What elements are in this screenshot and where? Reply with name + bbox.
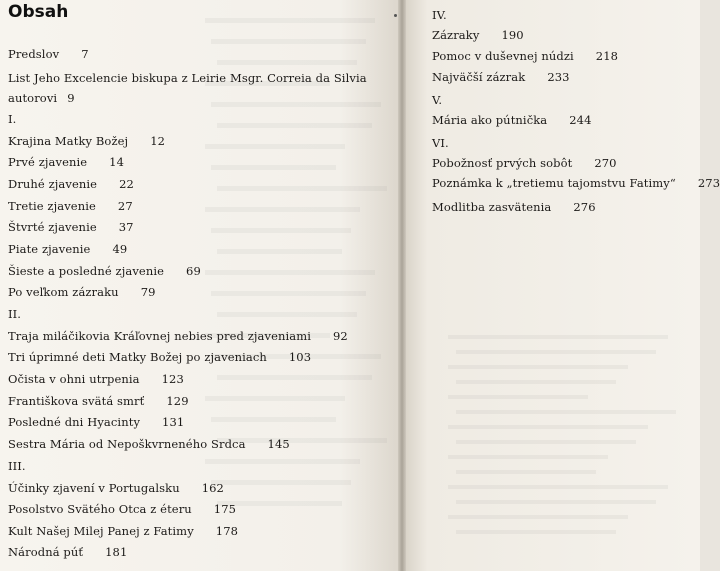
toc-entry-page: 181	[105, 545, 128, 559]
toc-entry	[8, 329, 348, 343]
toc-entry-title: Tri úprimné deti Matky Božej po zjaveniach	[8, 350, 267, 364]
toc-entry-title: Po veľkom zázraku	[8, 285, 119, 299]
toc-entry-page: 12	[150, 134, 166, 148]
toc-entry-page: 69	[186, 264, 201, 278]
toc-entry-title: I.	[8, 112, 17, 126]
book-gutter	[398, 0, 406, 571]
toc-entry-title: Pobožnosť prvých sobôt	[432, 156, 573, 170]
toc-entry-title: List Jeho Excelencie biskupa z Leirie Msgr. Correia da Silvia autorovi	[8, 71, 367, 105]
toc-entry	[432, 136, 449, 150]
toc-entry-title: V.	[432, 93, 443, 107]
toc-entry-title: VI.	[432, 136, 449, 150]
toc-entry-title: Posledné dni Hyacinty	[8, 415, 141, 429]
show-through-stroke	[205, 459, 360, 464]
show-through-stroke	[205, 144, 345, 149]
toc-entry	[432, 176, 720, 190]
toc-entry-title: Účinky zjavení v Portugalsku	[8, 481, 180, 495]
show-through-stroke	[217, 60, 357, 65]
toc-entry-title: Prvé zjavenie	[8, 155, 88, 169]
toc-entry	[8, 47, 89, 61]
toc-entry-page: 244	[569, 113, 592, 127]
toc-entry-title: II.	[8, 307, 22, 321]
toc-entry-page: 103	[288, 350, 312, 364]
toc-entry-title: Tretie zjavenie	[8, 199, 96, 213]
toc-entry	[8, 372, 184, 386]
toc-entry-page: 79	[140, 285, 156, 299]
toc-entry-title: Očista v ohni utrpenia	[8, 372, 140, 386]
toc-entry-page: 190	[501, 28, 524, 42]
toc-entry-title: Najväčší zázrak	[432, 70, 526, 84]
show-through-stroke	[211, 165, 336, 170]
show-through-stroke	[456, 500, 656, 504]
show-through-stroke	[205, 270, 375, 275]
toc-entry-title: Traja miláčikovia Kráľovnej nebies pred zjaveniami	[8, 329, 311, 343]
toc-entry-page: 7	[81, 47, 89, 61]
toc-entry-title: Modlitba zasvätenia	[432, 200, 552, 214]
show-through-stroke	[448, 425, 648, 429]
show-through-stroke	[211, 228, 351, 233]
toc-entry-page: 233	[547, 70, 570, 84]
toc-entry-page: 129	[166, 394, 189, 408]
show-through-stroke	[456, 350, 656, 354]
show-through-stroke	[448, 515, 628, 519]
toc-entry-title: III.	[8, 459, 26, 473]
toc-entry-page: 49	[112, 242, 128, 256]
show-through-stroke	[211, 417, 336, 422]
show-through-stroke	[456, 470, 596, 474]
toc-entry	[8, 350, 311, 364]
toc-entry	[8, 502, 236, 516]
toc-entry-page: 273	[697, 176, 720, 190]
toc-entry	[432, 70, 570, 84]
toc-entry-page: 14	[109, 155, 125, 169]
toc-entry	[432, 28, 524, 42]
toc-entry	[8, 437, 290, 451]
toc-entry-page: 9	[67, 91, 75, 105]
show-through-stroke	[448, 365, 628, 369]
toc-entry	[8, 307, 21, 321]
show-through-stroke	[456, 380, 616, 384]
toc-entry	[8, 220, 134, 234]
toc-entry-title: Poznámka k „tretiemu tajomstvu Fatimy“	[432, 176, 676, 190]
show-through-stroke	[217, 312, 357, 317]
toc-entry-title: Šieste a posledné zjavenie	[8, 264, 165, 278]
show-through-stroke	[205, 18, 375, 23]
toc-entry-page: 92	[333, 329, 348, 343]
page-title: Obsah	[8, 2, 69, 22]
show-through-stroke	[205, 207, 360, 212]
toc-entry	[8, 264, 201, 278]
toc-entry-title: Krajina Matky Božej	[8, 134, 129, 148]
page-speck	[394, 14, 397, 17]
toc-entry	[8, 155, 124, 169]
toc-entry	[432, 93, 442, 107]
toc-entry	[8, 415, 184, 429]
toc-entry-title: Druhé zjavenie	[8, 177, 98, 191]
toc-entry	[8, 481, 224, 495]
show-through-stroke	[448, 335, 668, 339]
show-through-stroke	[456, 530, 616, 534]
toc-entry	[432, 200, 596, 214]
show-through-stroke	[217, 249, 342, 254]
toc-entry-title: Františkova svätá smrť	[8, 394, 145, 408]
show-through-stroke	[211, 39, 366, 44]
toc-entry-page: 178	[215, 524, 239, 538]
toc-entry-title: IV.	[432, 8, 447, 22]
toc-entry	[8, 112, 16, 126]
show-through-stroke	[448, 485, 668, 489]
toc-entry-page: 22	[119, 177, 134, 191]
toc-entry	[8, 459, 26, 473]
toc-entry-title: Národná púť	[8, 545, 84, 559]
toc-entry-title: Predslov	[8, 47, 60, 61]
toc-entry	[8, 134, 165, 148]
toc-entry-title: Piate zjavenie	[8, 242, 91, 256]
toc-entry-title: Sestra Mária od Nepoškvrneného Srdca	[8, 437, 246, 451]
toc-entry-page: 131	[162, 415, 185, 429]
toc-entry-title: Mária ako pútnička	[432, 113, 548, 127]
toc-entry-page: 270	[594, 156, 617, 170]
toc-entry-title: Kult Našej Milej Panej z Fatimy	[8, 524, 194, 538]
toc-entry	[8, 177, 134, 191]
toc-entry	[432, 156, 617, 170]
toc-entry	[432, 113, 592, 127]
toc-entry	[8, 242, 127, 256]
show-through-stroke	[205, 396, 345, 401]
toc-entry	[8, 68, 384, 108]
toc-entry	[8, 394, 189, 408]
toc-entry	[432, 49, 618, 63]
toc-entry-page: 218	[595, 49, 619, 63]
toc-entry-page: 27	[117, 199, 133, 213]
toc-entry-title: Štvrté zjavenie	[8, 220, 97, 234]
toc-entry	[8, 524, 238, 538]
toc-entry	[432, 8, 447, 22]
toc-entry-page: 162	[201, 481, 224, 495]
toc-entry	[8, 545, 127, 559]
toc-entry	[8, 285, 156, 299]
show-through-stroke	[448, 395, 588, 399]
toc-entry-title: Posolstvo Svätého Otca z éteru	[8, 502, 192, 516]
show-through-stroke	[217, 186, 387, 191]
toc-entry-page: 175	[213, 502, 237, 516]
show-through-stroke	[217, 123, 372, 128]
show-through-stroke	[211, 480, 351, 485]
show-through-stroke	[456, 410, 676, 414]
show-through-stroke	[456, 440, 636, 444]
show-through-stroke	[217, 375, 372, 380]
toc-entry-title: Pomoc v duševnej núdzi	[432, 49, 574, 63]
toc-entry	[8, 199, 133, 213]
toc-entry-page: 37	[118, 220, 134, 234]
toc-entry-page: 276	[573, 200, 596, 214]
toc-entry-page: 123	[161, 372, 184, 386]
show-through-stroke	[211, 291, 366, 296]
show-through-stroke	[448, 455, 608, 459]
toc-entry-page: 145	[267, 437, 290, 451]
toc-entry-title: Zázraky	[432, 28, 480, 42]
